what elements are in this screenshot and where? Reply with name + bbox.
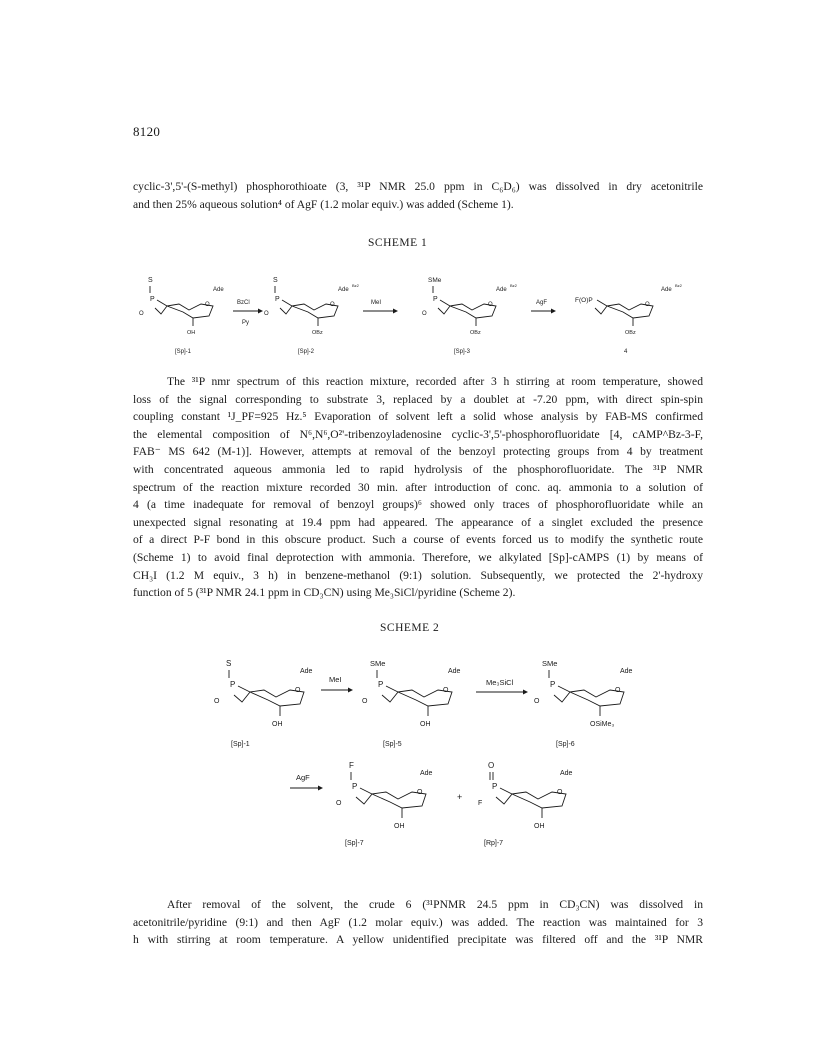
oxygen-label: O xyxy=(336,800,342,807)
arrow-label: BzCl xyxy=(237,300,250,306)
scheme1-molecule-4 xyxy=(575,283,683,336)
compound-label: [Sp]-3 xyxy=(454,349,471,355)
superscript-label: Bz2 xyxy=(352,283,359,288)
arrow-label: Me₃SiCl xyxy=(486,678,514,687)
compound-label: [Sp]-7 xyxy=(345,840,364,847)
oxygen-label: O xyxy=(488,761,495,770)
paragraph-1 xyxy=(133,178,703,213)
text-line: The ³¹P nmr spectrum of this reaction mixture, recorded after 3 h stirring at room temperature, showed xyxy=(167,375,703,388)
scheme2-molecule-1 xyxy=(214,659,313,728)
benzoyloxy-label: OBz xyxy=(470,330,481,336)
adenine-label: Ade xyxy=(338,287,349,293)
hydroxy-label: OH xyxy=(394,823,405,830)
phosphorus-label: P xyxy=(492,782,498,791)
compound-label: 4 xyxy=(624,349,628,355)
text-line: (Scheme 1) to avoid final deprotection with ammonia. Therefore, we alkylated [Sp]-cAMPS (1) by means of xyxy=(133,550,703,564)
compound-label: [Sp]-1 xyxy=(231,741,250,748)
superscript-label: Bz2 xyxy=(675,283,682,288)
compound-label: [Sp]-2 xyxy=(298,349,315,355)
oxygen-label: O xyxy=(645,302,650,308)
compound-label: [Rp]-7 xyxy=(484,840,504,847)
oxygen-label: O xyxy=(557,789,563,796)
page-number: 8120 xyxy=(133,124,161,139)
methylthio-label: SMe xyxy=(428,277,442,284)
text-line: After removal of the solvent, the crude 6 (³¹PNMR 24.5 ppm in CD₃CN) was dissolved in xyxy=(167,898,703,911)
adenine-label: Ade xyxy=(661,287,672,293)
oxygen-label: O xyxy=(295,687,301,694)
adenine-label: Ade xyxy=(448,668,461,675)
hydroxy-label: OH xyxy=(534,823,545,830)
adenine-label: Ade xyxy=(620,668,633,675)
text-line: cyclic-3',5'-(S-methyl) phosphorothioate (3, ³¹P NMR 25.0 ppm in C₆D₆) was dissolved in dry acetonitrile xyxy=(133,180,703,193)
sulfur-label: S xyxy=(148,277,153,284)
oxygen-label: O xyxy=(488,302,493,308)
text-line: FAB⁻ MS 642 (M-1)]. However, attempts at removal of the benzoyl protecting groups from 4 by treatment xyxy=(133,445,703,459)
oxygen-label: O xyxy=(417,789,423,796)
oxygen-label: O xyxy=(362,698,368,705)
sulfur-label: S xyxy=(273,277,278,284)
hydroxy-label: OH xyxy=(420,721,431,728)
text-line: loss of the signal corresponding to substrate 3, replaced by a doublet at -7.20 ppm, with direct spin-spin xyxy=(133,392,703,406)
fluorophosphoryl-label: F(O)P xyxy=(575,297,593,304)
adenine-label: Ade xyxy=(300,668,313,675)
scheme1-molecule-1 xyxy=(139,277,224,336)
arrow-label: AgF xyxy=(296,773,310,782)
scheme1-molecule-3 xyxy=(422,277,518,336)
text-line: coupling constant ¹J_PF=925 Hz.⁵ Evaporation of solvent left a solid whose analysis by FAB-MS confirmed xyxy=(133,410,703,424)
phosphorus-label: P xyxy=(230,680,236,689)
text-line: and then 25% aqueous solution⁴ of AgF (1.2 molar equiv.) was added (Scheme 1). xyxy=(133,197,514,211)
text-line: with concentrated aqueous ammonia led to rapid hydrolysis of the phosphorofluoridate. The ³¹P NMR xyxy=(133,462,703,476)
oxygen-label: O xyxy=(139,311,144,317)
oxygen-label: O xyxy=(214,698,220,705)
oxygen-label: O xyxy=(422,311,427,317)
arrow-label: MeI xyxy=(329,675,342,684)
fluorine-label: F xyxy=(478,800,483,807)
phosphorus-label: P xyxy=(150,296,155,303)
superscript-label: Bz2 xyxy=(510,283,517,288)
hydroxy-label: OH xyxy=(272,721,283,728)
phosphorus-label: P xyxy=(378,680,384,689)
text-line: acetonitrile/pyridine (9:1) and then AgF (1.2 molar equiv.) was added. The reaction was maintained for 3 xyxy=(133,915,703,929)
arrow-label: MeI xyxy=(371,300,382,306)
adenine-label: Ade xyxy=(560,770,573,777)
phosphorus-label: P xyxy=(433,296,438,303)
text-line: h with stirring at room temperature. A yellow unidentified precipitate was filtered off and the ³¹P NMR xyxy=(133,933,703,947)
benzoyloxy-label: OBz xyxy=(625,330,636,336)
text-line: the elemental composition of N⁶,N⁶,O²'-tribenzoyladenosine cyclic-3',5'-phosphorofluoridate [4, cAMP^Bz-3-F, xyxy=(133,427,703,441)
adenine-label: Ade xyxy=(213,287,224,293)
phosphorus-label: P xyxy=(275,296,280,303)
oxygen-label: O xyxy=(205,302,210,308)
methylthio-label: SMe xyxy=(542,659,558,668)
scheme-1-title: SCHEME 1 xyxy=(368,237,428,249)
compound-label: [Sp]-1 xyxy=(175,349,192,355)
text-line: function of 5 (³¹P NMR 24.1 ppm in CD₃CN) using Me₃SiCl/pyridine (Scheme 2). xyxy=(133,586,516,600)
trimethylsilyloxy-label: OSiMe₃ xyxy=(590,721,615,728)
scheme2-molecule-3 xyxy=(534,659,633,728)
arrow-label: AgF xyxy=(536,300,548,306)
oxygen-label: O xyxy=(330,302,335,308)
scheme-2-title: SCHEME 2 xyxy=(380,622,440,634)
adenine-label: Ade xyxy=(420,770,433,777)
compound-label: [Sp]-6 xyxy=(556,741,575,748)
compound-label: [Sp]-5 xyxy=(383,741,402,748)
plus-sign: + xyxy=(457,792,463,802)
text-line: CH₃I (1.2 M equiv., 3 h) in benzene-methanol (9:1) solution. Subsequently, we protected the 2'-hydroxy xyxy=(133,568,703,582)
paragraph-3 xyxy=(133,896,703,949)
oxygen-label: O xyxy=(534,698,540,705)
text-line: spectrum of the reaction mixture recorded 30 min. after introduction of conc. aq. ammonia to a solution of xyxy=(133,480,703,494)
paragraph-2 xyxy=(133,373,703,602)
oxygen-label: O xyxy=(615,687,621,694)
text-line: 4 (a time inadequate for removal of benzoyl groups)⁶ showed only traces of phosphorofluoridate while an xyxy=(133,498,703,512)
methylthio-label: SMe xyxy=(370,659,386,668)
fluorine-label: F xyxy=(349,761,354,770)
scheme2-molecule-2 xyxy=(362,659,461,728)
arrow-label: Py xyxy=(242,320,250,326)
phosphorus-label: P xyxy=(550,680,556,689)
oxygen-label: O xyxy=(264,311,269,317)
sulfur-label: S xyxy=(226,659,232,668)
benzoyloxy-label: OBz xyxy=(312,330,323,336)
text-line: of a direct P-F bond in this obscure product. Such a course of events forced us to modify the synthetic route xyxy=(133,533,703,547)
phosphorus-label: P xyxy=(352,782,358,791)
adenine-label: Ade xyxy=(496,287,507,293)
text-line: unexpected signal resonating at 19.4 ppm had appeared. The appearance of a singlet excluded the presence xyxy=(133,515,703,529)
hydroxy-label: OH xyxy=(187,330,196,336)
scheme1-molecule-2 xyxy=(264,277,360,336)
scheme2-molecule-5 xyxy=(478,761,573,830)
scheme2-molecule-4 xyxy=(336,761,433,830)
oxygen-label: O xyxy=(443,687,449,694)
